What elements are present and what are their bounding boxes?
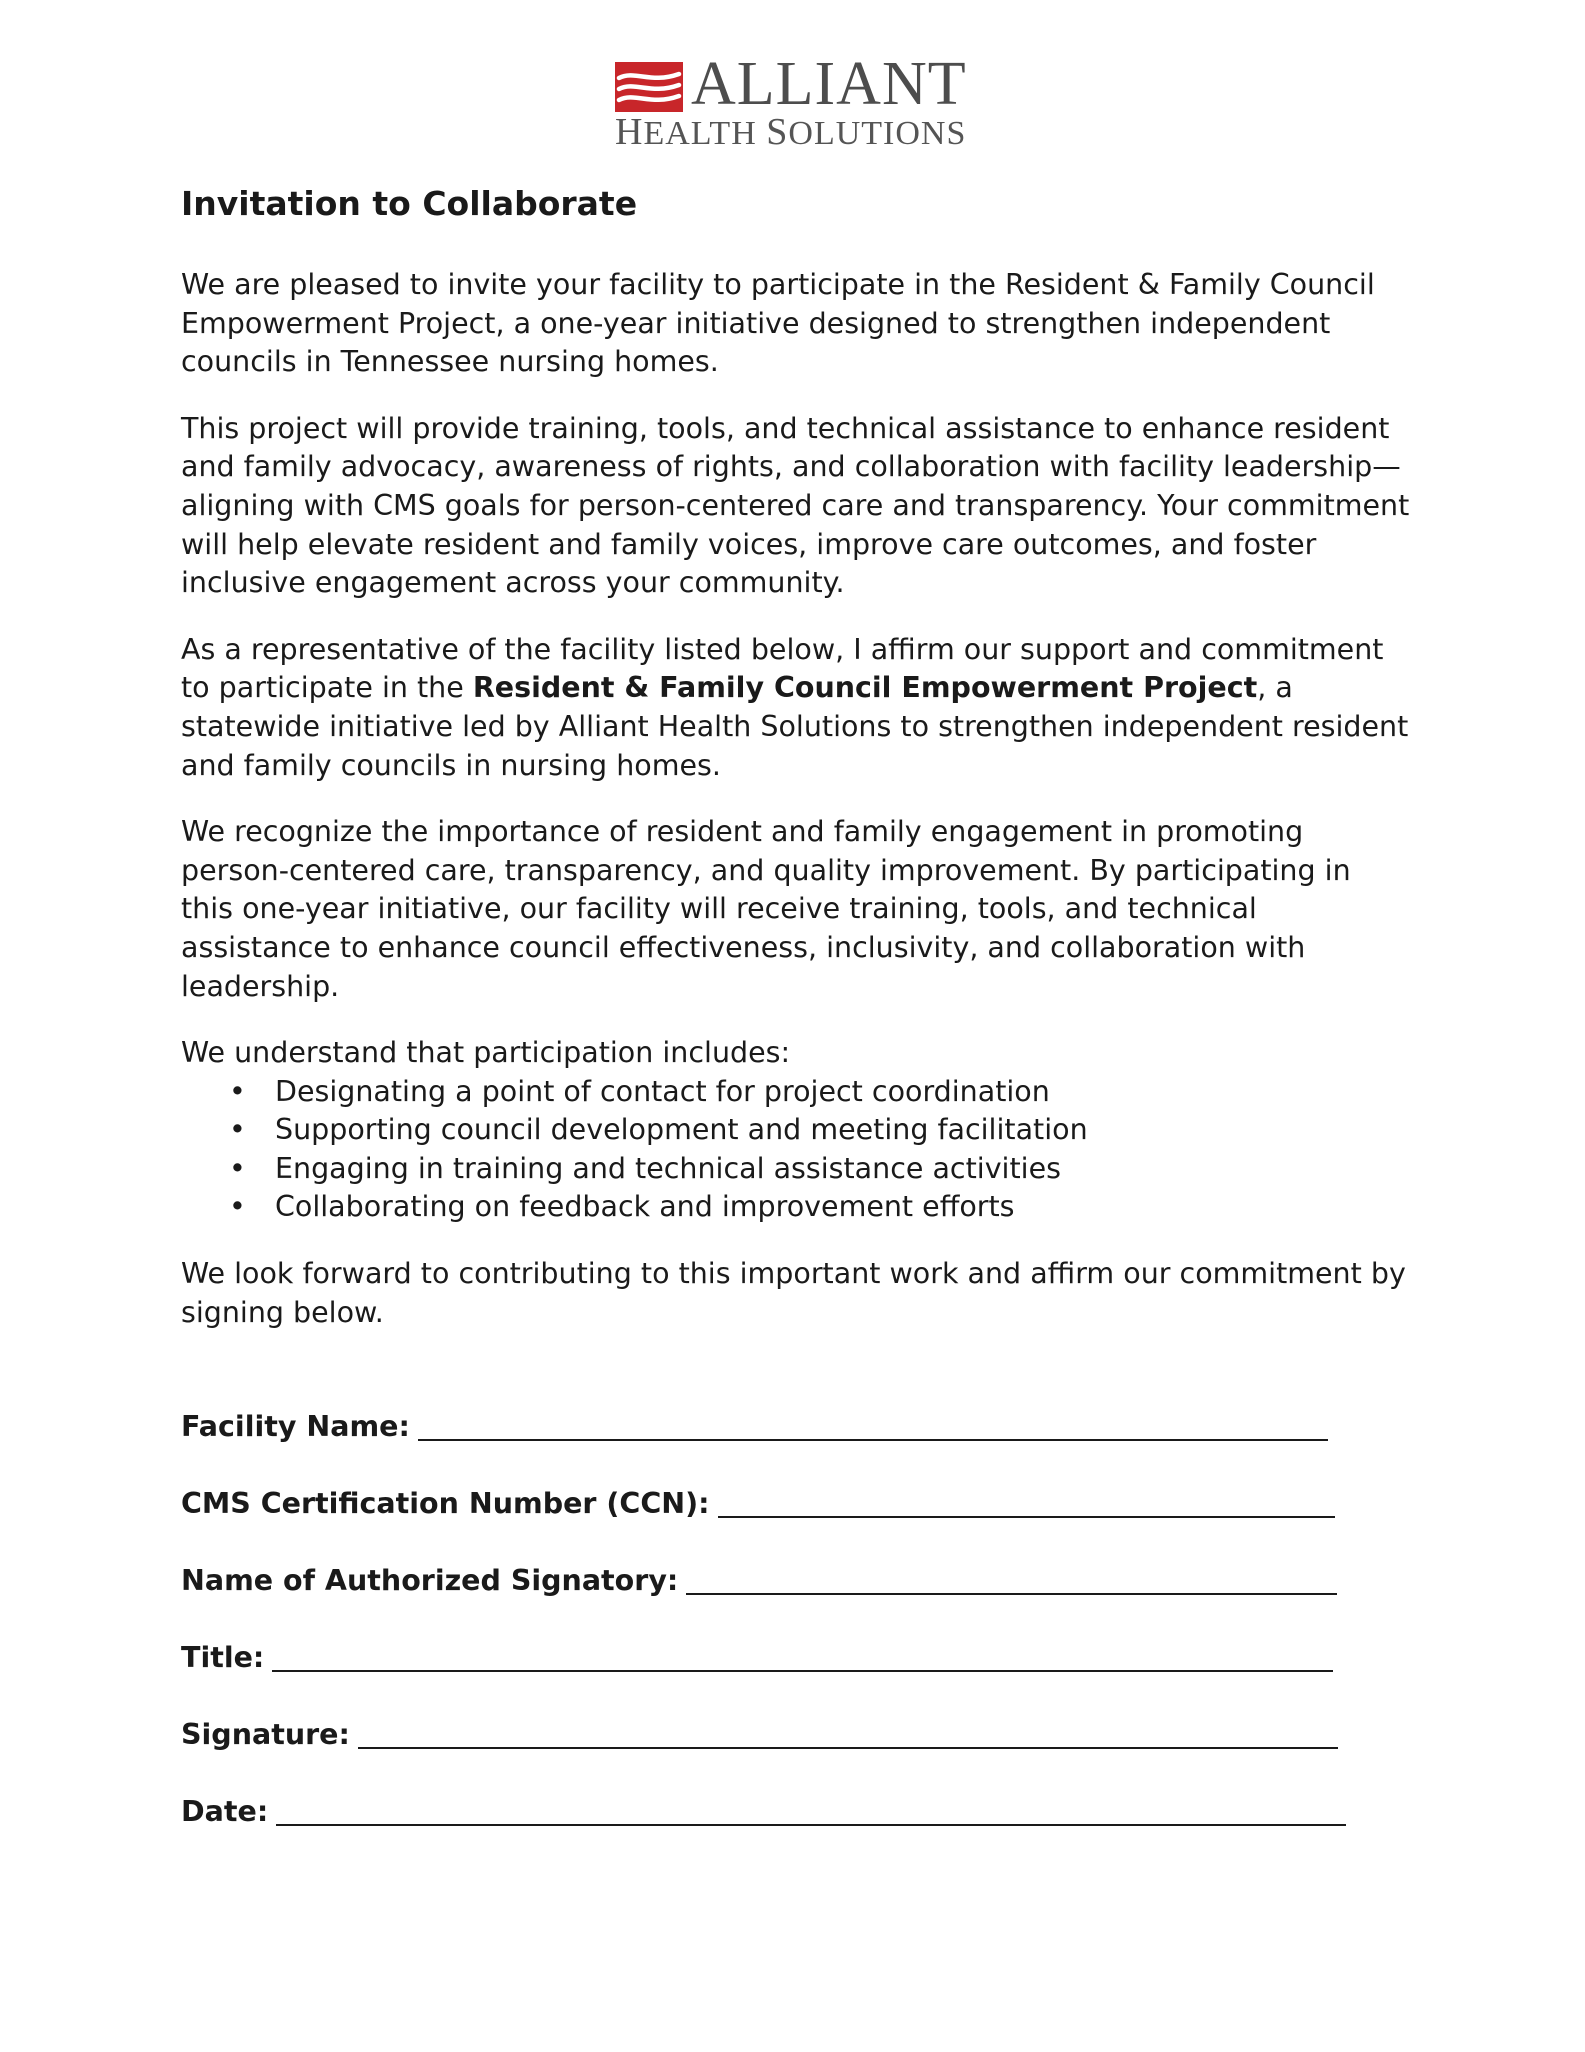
title-line[interactable] <box>272 1642 1333 1672</box>
date-field[interactable] <box>181 1790 1346 1830</box>
logo-sub-s: S <box>766 111 789 153</box>
list-item <box>181 1073 1411 1112</box>
title-field[interactable] <box>181 1636 1333 1676</box>
paragraph-affirmation <box>181 631 1411 785</box>
signature-field[interactable] <box>181 1713 1338 1753</box>
logo-sub-h: H <box>615 111 644 153</box>
facility-name-field[interactable] <box>181 1405 1328 1445</box>
ccn-line[interactable] <box>718 1488 1335 1518</box>
participation-list-intro: We understand that participation includes: <box>181 1036 791 1070</box>
facility-name-label: Facility Name: <box>181 1410 410 1443</box>
participation-list <box>181 1073 1411 1227</box>
bullet-icon: • <box>229 1151 246 1185</box>
paragraph-recognition: We recognize the importance of resident and family engagement in promoting person-centered care, transparency, and quality improvement. By participating in this one-year initiative, our facility will receive training, tools, and technical assistance to enhance council effectiveness, inclusivity, and collaboration with leadership. <box>181 815 1351 1003</box>
ccn-label: CMS Certification Number (CCN): <box>181 1487 710 1520</box>
list-item <box>181 1188 1411 1227</box>
ccn-field[interactable] <box>181 1482 1335 1522</box>
page-title: Invitation to Collaborate <box>181 184 638 223</box>
signature-line[interactable] <box>358 1719 1338 1749</box>
list-item-text: Collaborating on feedback and improvement efforts <box>275 1190 1015 1224</box>
signatory-field[interactable] <box>181 1559 1337 1599</box>
date-label: Date: <box>181 1795 269 1828</box>
alliant-logo <box>615 50 975 153</box>
bullet-icon: • <box>229 1074 246 1108</box>
bullet-icon: • <box>229 1190 246 1224</box>
list-item-text: Supporting council development and meeting facilitation <box>275 1113 1088 1147</box>
paragraph-project-description: This project will provide training, tools, and technical assistance to enhance resident and family advocacy, awareness of rights, and collaboration with facility leadership—aligning with CMS goals for person-centered care and transparency. Your commitment will help elevate resident and family voices, improve care outcomes, and foster inclusive engagement across your community. <box>181 411 1410 600</box>
signatory-label: Name of Authorized Signatory: <box>181 1564 679 1597</box>
list-item <box>181 1150 1411 1189</box>
project-name-bold: Resident & Family Council Empowerment Project <box>472 671 1258 705</box>
list-item-text: Engaging in training and technical assistance activities <box>275 1151 1061 1185</box>
signatory-line[interactable] <box>686 1565 1337 1595</box>
logo-subtitle <box>615 111 975 153</box>
date-line[interactable] <box>276 1796 1346 1826</box>
signature-label: Signature: <box>181 1718 350 1751</box>
affirmation-text-end: , a statewide initiative led by Alliant Health Solutions to strengthen independent resident and family councils in nursing homes. <box>181 671 1409 782</box>
logo-sub-olutions: OLUTIONS <box>788 115 967 152</box>
paragraph-invitation: We are pleased to invite your facility to participate in the Resident & Family Council Empowerment Project, a one-year initiative designed to strengthen independent councils in Tennessee nursing homes. <box>181 268 1375 379</box>
bullet-icon: • <box>229 1113 246 1147</box>
affirmation-text-start: As a representative of the facility listed below, I affirm our support and commitment to participate in the <box>181 632 1384 705</box>
logo-wordmark: ALLIANT <box>691 50 967 118</box>
letter-body <box>181 180 1411 1360</box>
list-item-text: Designating a point of contact for project coordination <box>275 1074 1050 1108</box>
facility-name-line[interactable] <box>418 1411 1328 1441</box>
alliant-flag-icon <box>615 62 683 112</box>
logo-sub-ealth: EALTH <box>643 115 767 152</box>
paragraph-closing: We look forward to contributing to this important work and affirm our commitment by signing below. <box>181 1257 1406 1329</box>
title-label: Title: <box>181 1641 265 1674</box>
list-item <box>181 1111 1411 1150</box>
